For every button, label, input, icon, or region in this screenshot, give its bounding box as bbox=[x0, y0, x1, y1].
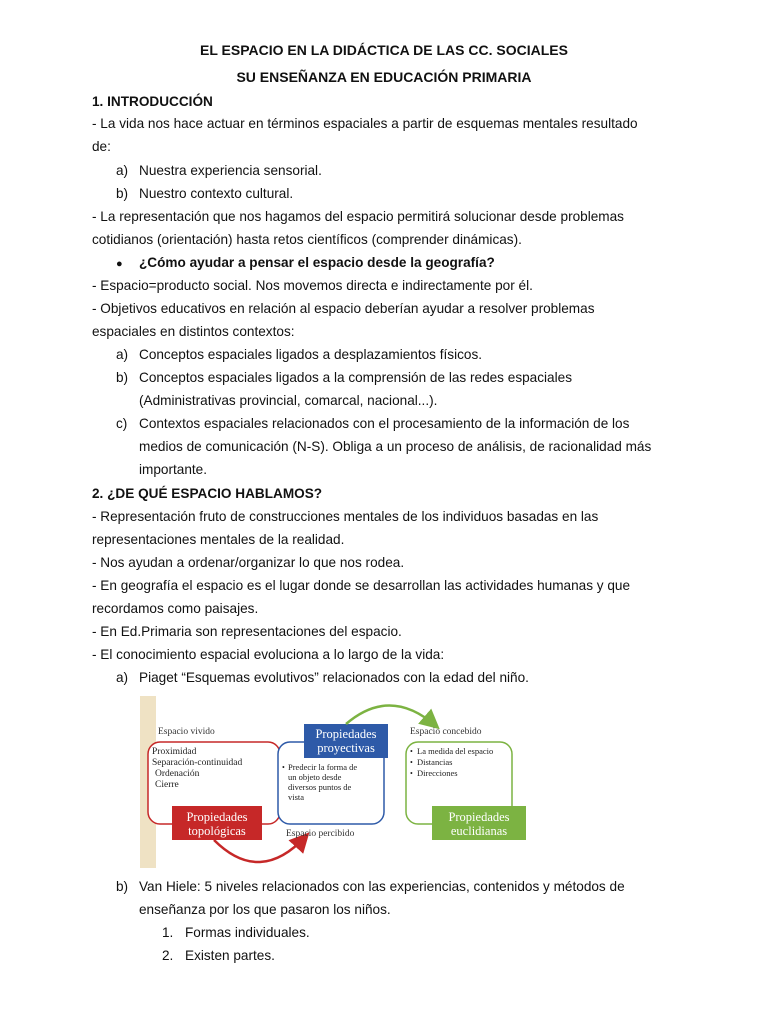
paragraph: - Nos ayudan a ordenar/organizar lo que nos rodea. bbox=[92, 555, 405, 570]
list-item: enseñanza por los que pasaron los niños. bbox=[139, 902, 391, 917]
proy-item: diversos puntos de bbox=[288, 782, 352, 792]
list-marker: c) bbox=[116, 416, 128, 431]
proy-item: un objeto desde bbox=[288, 772, 342, 782]
topologicas-label-line-2: topológicas bbox=[188, 824, 246, 838]
bullet-icon: ● bbox=[116, 258, 123, 270]
list-marker: b) bbox=[116, 186, 129, 201]
eucl-item: La medida del espacio bbox=[417, 746, 494, 756]
section-2-heading: 2. ¿DE QUÉ ESPACIO HABLAMOS? bbox=[92, 486, 323, 501]
eucl-bullet-icon: • bbox=[410, 747, 413, 756]
paragraph: de: bbox=[92, 139, 111, 154]
list-marker: 1. bbox=[162, 925, 174, 940]
topo-item: Ordenación bbox=[155, 769, 200, 779]
eucl-item: Distancias bbox=[417, 757, 453, 767]
paragraph: - En Ed.Primaria son representaciones del espacio. bbox=[92, 624, 402, 639]
proy-item: vista bbox=[288, 792, 305, 802]
paragraph: recordamos como paisajes. bbox=[92, 601, 259, 616]
list-item: Piaget “Esquemas evolutivos” relacionados con la edad del niño. bbox=[139, 670, 529, 685]
topo-item: Proximidad bbox=[152, 747, 197, 757]
list-marker: a) bbox=[116, 347, 129, 362]
eucl-bullet-icon: • bbox=[410, 769, 413, 778]
paragraph: - La vida nos hace actuar en términos espaciales a partir de esquemas mentales resultado bbox=[92, 116, 638, 131]
paragraph: - El conocimiento espacial evoluciona a lo largo de la vida: bbox=[92, 647, 445, 662]
paragraph: representaciones mentales de la realidad. bbox=[92, 532, 345, 547]
piaget-diagram bbox=[140, 696, 540, 868]
proyectivas-label-line-2: proyectivas bbox=[317, 741, 375, 755]
list-marker: b) bbox=[116, 879, 129, 894]
paragraph: - La representación que nos hagamos del espacio permitirá solucionar desde problemas bbox=[92, 209, 624, 224]
paragraph: espaciales en distintos contextos: bbox=[92, 324, 295, 339]
euclidianas-label-line-2: euclidianas bbox=[450, 824, 508, 838]
green-arrow bbox=[346, 705, 436, 726]
list-marker: 2. bbox=[162, 948, 174, 963]
espacio-vivido-label: Espacio vivido bbox=[158, 727, 215, 737]
paragraph: - Representación fruto de construcciones mentales de los individuos basadas en las bbox=[92, 509, 599, 524]
list-marker: a) bbox=[116, 670, 129, 685]
paragraph: - Espacio=producto social. Nos movemos directa e indirectamente por él. bbox=[92, 278, 533, 293]
topo-item: Cierre bbox=[155, 780, 179, 790]
list-item: medios de comunicación (N-S). Obliga a un proceso de análisis, de racionalidad más bbox=[139, 439, 652, 454]
list-item: Existen partes. bbox=[185, 948, 275, 963]
diagram-graphic bbox=[140, 696, 540, 868]
list-item: importante. bbox=[139, 462, 208, 477]
espacio-percibido-label: Espacio percibido bbox=[286, 829, 355, 839]
topo-item: Separación-continuidad bbox=[152, 758, 243, 768]
paragraph: - En geografía el espacio es el lugar donde se desarrollan las actividades humanas y que bbox=[92, 578, 631, 593]
list-item: Contextos espaciales relacionados con el procesamiento de la información de los bbox=[139, 416, 630, 431]
list-item: (Administrativas provincial, comarcal, nacional...). bbox=[139, 393, 438, 408]
list-item: Formas individuales. bbox=[185, 925, 310, 940]
euclidianas-label-line-1: Propiedades bbox=[448, 810, 510, 824]
list-item: Nuestro contexto cultural. bbox=[139, 186, 294, 201]
bullet-question: ¿Cómo ayudar a pensar el espacio desde la geografía? bbox=[139, 255, 495, 270]
list-marker: b) bbox=[116, 370, 129, 385]
paragraph: - Objetivos educativos en relación al espacio deberían ayudar a resolver problemas bbox=[92, 301, 595, 316]
paragraph: cotidianos (orientación) hasta retos científicos (comprender dinámicas). bbox=[92, 232, 522, 247]
topologicas-label-line-1: Propiedades bbox=[186, 810, 248, 824]
eucl-bullet-icon: • bbox=[410, 758, 413, 767]
list-item: Van Hiele: 5 niveles relacionados con las experiencias, contenidos y métodos de bbox=[139, 879, 625, 894]
proy-bullet-icon: • bbox=[282, 763, 285, 772]
eucl-item: Direcciones bbox=[417, 768, 458, 778]
list-item: Conceptos espaciales ligados a desplazamientos físicos. bbox=[139, 347, 483, 362]
list-item: Nuestra experiencia sensorial. bbox=[139, 163, 322, 178]
section-1-heading: 1. INTRODUCCIÓN bbox=[92, 94, 213, 109]
title-line-1: EL ESPACIO EN LA DIDÁCTICA DE LAS CC. SOCIALES bbox=[200, 42, 568, 58]
list-item: Conceptos espaciales ligados a la comprensión de las redes espaciales bbox=[139, 370, 572, 385]
title-line-2: SU ENSEÑANZA EN EDUCACIÓN PRIMARIA bbox=[236, 69, 532, 85]
espacio-concebido-label: Espacio concebido bbox=[410, 727, 482, 737]
proyectivas-label-line-1: Propiedades bbox=[315, 727, 377, 741]
list-marker: a) bbox=[116, 163, 129, 178]
proy-item: Predecir la forma de bbox=[288, 762, 358, 772]
